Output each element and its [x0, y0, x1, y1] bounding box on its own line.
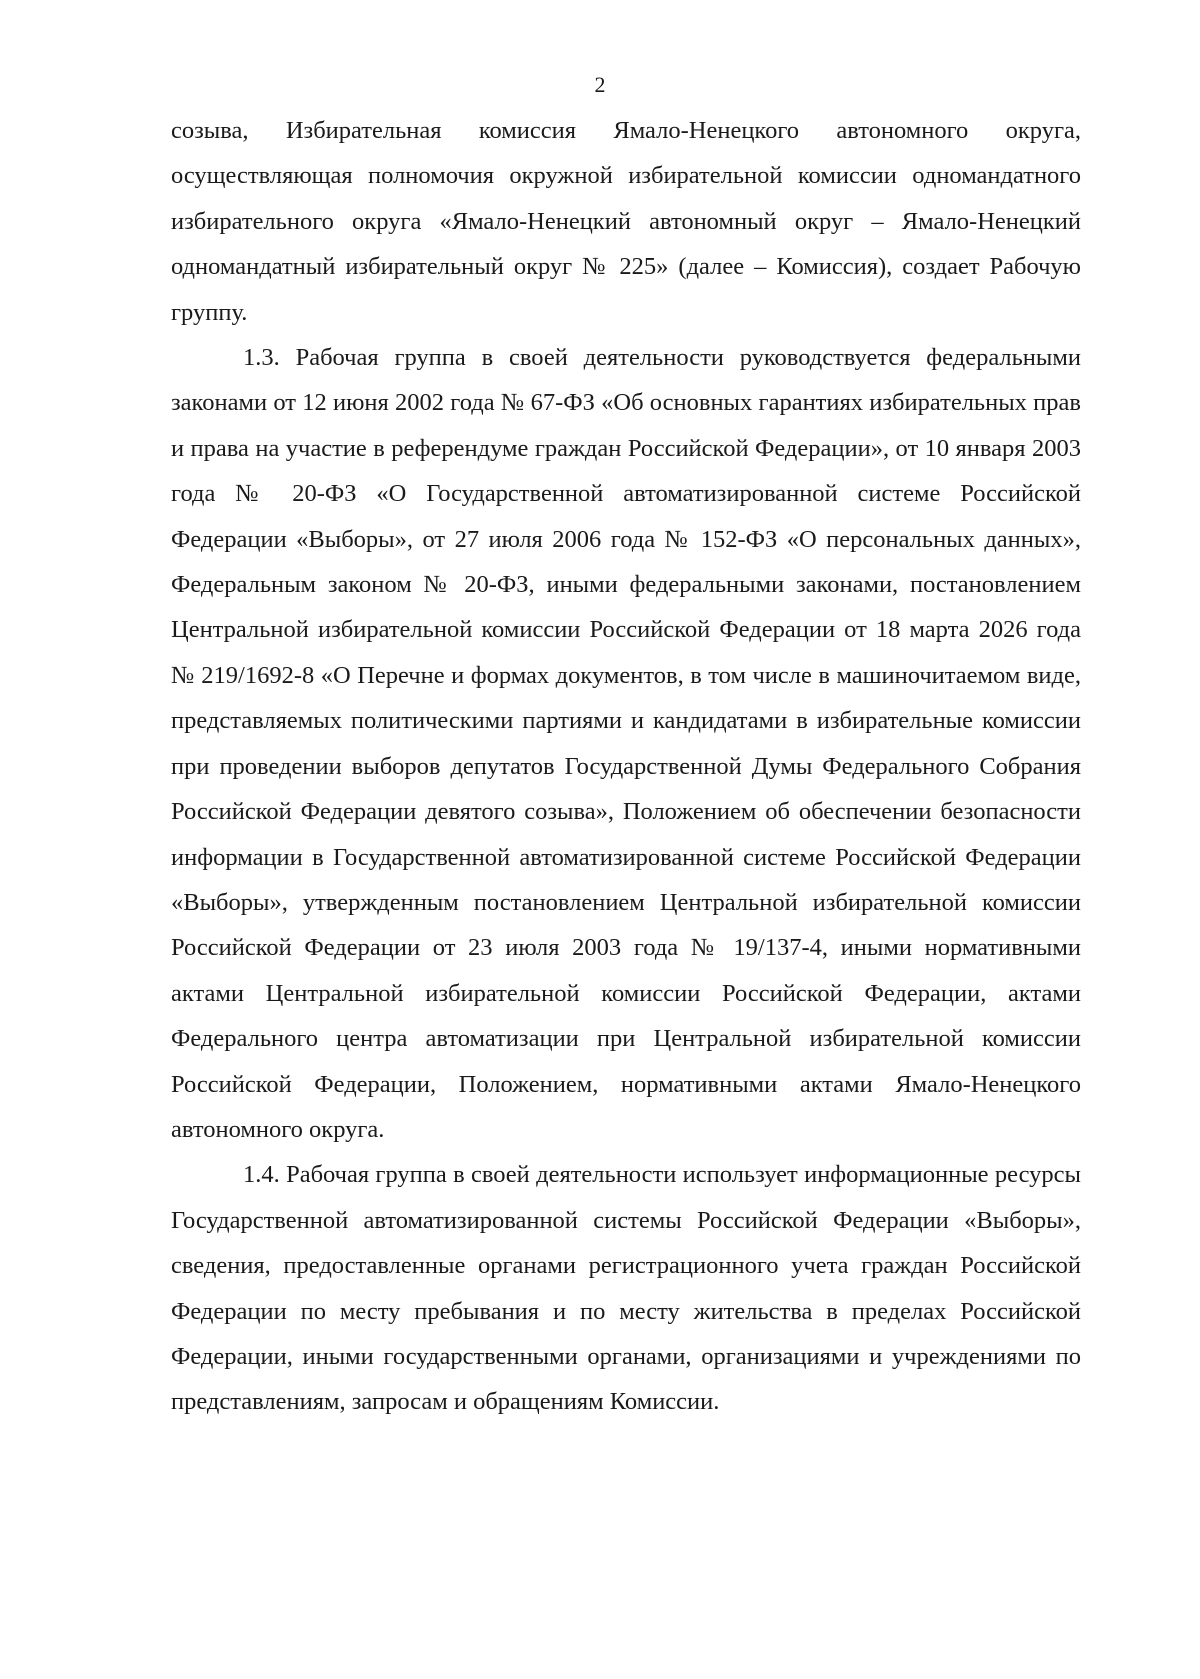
paragraph-continuation: созыва, Избирательная комиссия Ямало-Ненецкого автономного округа, осуществляющая полномочия окружной избирательной комиссии одномандатного избирательного округа «Ямало-Ненецкий автономный округ – Ямало-Ненецкий одномандатный избирательный округ № 225» (далее – Комиссия), создает Рабочую группу.: [171, 117, 1081, 326]
page-number: 2: [594, 72, 606, 97]
paragraph-1-4: 1.4. Рабочая группа в своей деятельности использует информационные ресурсы Государственной автоматизированной системы Российской Федерации «Выборы», сведения, предоставленные органами регистрационного учета граждан Российской Федерации по месту пребывания и по месту жительства в пределах Российской Федерации, иными государственными органами, организациями и учреждениями по представлениям, запросам и обращениям Комиссии.: [171, 1161, 1081, 1416]
document-body: [171, 108, 1081, 1425]
paragraph-1-3: 1.3. Рабочая группа в своей деятельности руководствуется федеральными законами от 12 июня 2002 года № 67-ФЗ «Об основных гарантиях избирательных прав и права на участие в референдуме граждан Российской Федерации», от 10 января 2003 года № 20-ФЗ «О Государственной автоматизированной системе Российской Федерации «Выборы», от 27 июля 2006 года № 152-ФЗ «О персональных данных», Федеральным законом № 20-ФЗ, иными федеральными законами, постановлением Центральной избирательной комиссии Российской Федерации от 18 марта 2026 года № 219/1692-8 «О Перечне и формах документов, в том числе в машиночитаемом виде, представляемых политическими партиями и кандидатами в избирательные комиссии при проведении выборов депутатов Государственной Думы Федерального Собрания Российской Федерации девятого созыва», Положением об обеспечении безопасности информации в Государственной автоматизированной системе Российской Федерации «Выборы», утвержденным постановлением Центральной избирательной комиссии Российской Федерации от 23 июля 2003 года № 19/137-4, иными нормативными актами Центральной избирательной комиссии Российской Федерации, актами Федерального центра автоматизации при Центральной избирательной комиссии Российской Федерации, Положением, нормативными актами Ямало-Ненецкого автономного округа.: [171, 344, 1081, 1143]
